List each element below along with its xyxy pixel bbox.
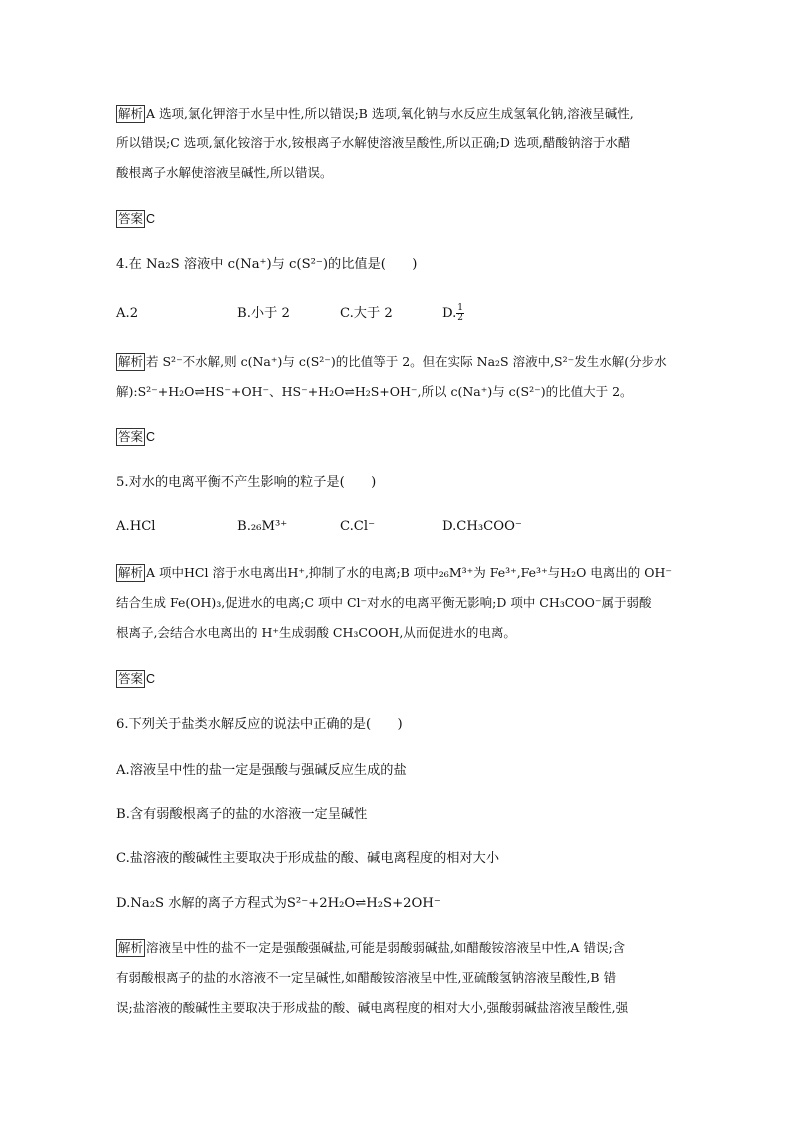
q6-option-d: D.Na₂S 水解的离子方程式为S²⁻+2H₂O⇌H₂S+2OH⁻ [116,896,441,911]
q4-option-b: B.小于 2 [237,306,290,321]
analysis-tag: 解析 [118,354,144,369]
analysis-tag: 解析 [118,940,144,955]
answer-tag: 答案 [118,211,144,226]
analysis-tag: 解析 [118,106,144,121]
analysis-line: 解):S²⁻+H₂O⇌HS⁻+OH⁻、HS⁻+H₂O⇌H₂S+OH⁻,所以 c(Na⁺)与 c(S²⁻)的比值大于 2。 [116,384,633,399]
answer-tag: 答案 [118,429,144,444]
answer-value: C [146,430,156,444]
q6-option-b: B.含有弱酸根离子的盐的水溶液一定呈碱性 [116,807,368,822]
answer-line [116,427,682,447]
analysis-line: 解析 A 项中HCl 溶于水电离出H⁺,抑制了水的电离;B 项中₂₆M³⁺为 Fe³⁺,Fe³⁺与H₂O 电离出的 OH⁻ [118,565,673,580]
q5-option-b: B.₂₆M³⁺ [237,519,288,534]
analysis-tag: 解析 [118,565,144,580]
analysis-line: 解析 溶液呈中性的盐不一定是强酸强碱盐,可能是弱酸弱碱盐,如醋酸铵溶液呈中性,A 错误;含 [118,940,626,955]
answer-line [116,669,682,689]
q5-option-d: D.CH₃COO⁻ [442,519,522,534]
analysis-line: 有弱酸根离子的盐的水溶液不一定呈碱性,如醋酸铵溶液呈中性,亚硫酸氢钠溶液呈酸性,B 错 [116,970,617,985]
question-4-stem: 4.在 Na₂S 溶液中 c(Na⁺)与 c(S²⁻)的比值是( ) [116,257,418,272]
analysis-line: 根离子,会结合水电离出的 H⁺生成弱酸 CH₃COOH,从而促进水的电离。 [116,625,516,640]
analysis-line: 酸根离子水解使溶液呈碱性,所以错误。 [116,165,333,180]
q5-option-c: C.Cl⁻ [340,519,376,534]
answer-line [116,209,682,229]
analysis-line: 所以错误;C 选项,氯化铵溶于水,铵根离子水解使溶液呈酸性,所以正确;D 选项,醋酸钠溶于水醋 [116,135,631,150]
analysis-line: 解析 A 选项,氯化钾溶于水呈中性,所以错误;B 选项,氧化钠与水反应生成氢氧化钠,溶液呈碱性, [118,106,634,121]
question-5-stem: 5.对水的电离平衡不产生影响的粒子是( ) [116,475,377,490]
question-6-stem: 6.下列关于盐类水解反应的说法中正确的是( ) [116,717,403,732]
answer-tag: 答案 [118,671,144,686]
q4-option-c: C.大于 2 [340,306,393,321]
analysis-line: 解析 若 S²⁻不水解,则 c(Na⁺)与 c(S²⁻)的比值等于 2。但在实际 Na₂S 溶液中,S²⁻发生水解(分步水 [118,354,667,369]
q6-option-c: C.盐溶液的酸碱性主要取决于形成盐的酸、碱电离程度的相对大小 [116,851,500,866]
q6-option-a: A.溶液呈中性的盐一定是强酸与强碱反应生成的盐 [116,763,407,778]
q4-option-d: D. $\frac{1}{2}$ [442,303,464,323]
answer-value: C [146,672,156,686]
analysis-line: 误;盐溶液的酸碱性主要取决于形成盐的酸、碱电离程度的相对大小,强酸弱碱盐溶液呈酸性,强 [116,1000,629,1015]
answer-value: C [146,212,156,226]
fraction: $\frac{1}{2}$ [457,303,464,323]
q4-option-a: A.2 [116,306,139,321]
analysis-line: 结合生成 Fe(OH)₃,促进水的电离;C 项中 Cl⁻对水的电离平衡无影响;D 项中 CH₃COO⁻属于弱酸 [116,595,652,610]
q5-option-a: A.HCl [116,519,156,534]
